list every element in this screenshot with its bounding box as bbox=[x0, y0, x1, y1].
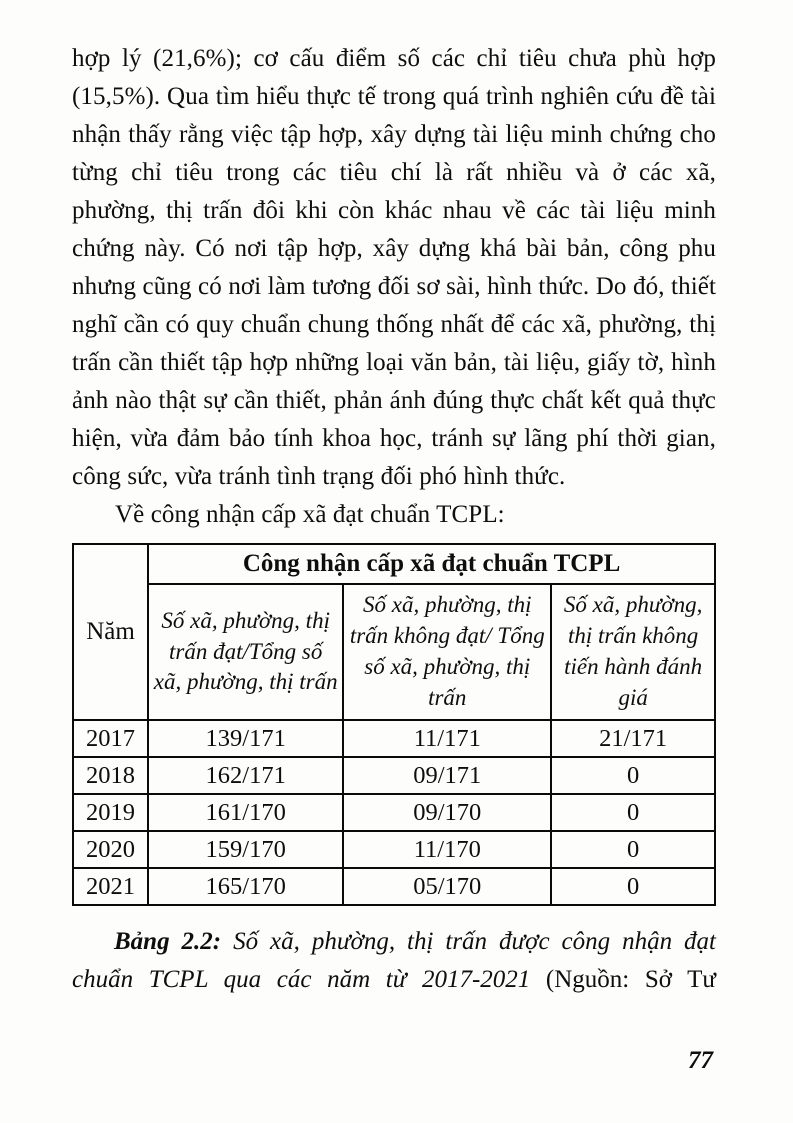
table-caption bbox=[72, 923, 716, 999]
year-cell: 2019 bbox=[73, 794, 148, 831]
khong-dat-cell: 09/171 bbox=[343, 757, 551, 794]
table-header-row-2 bbox=[73, 584, 715, 720]
khong-danh-gia-cell: 0 bbox=[551, 831, 715, 868]
page-number: 77 bbox=[688, 1047, 713, 1074]
khong-danh-gia-cell: 21/171 bbox=[551, 720, 715, 757]
table-subheader-dat: Số xã, phường, thị trấn đạt/Tổng số xã, phường, thị trấn bbox=[148, 584, 343, 720]
khong-dat-cell: 09/170 bbox=[343, 794, 551, 831]
dat-cell: 159/170 bbox=[148, 831, 343, 868]
year-cell: 2020 bbox=[73, 831, 148, 868]
table-row bbox=[73, 868, 715, 905]
year-cell: 2017 bbox=[73, 720, 148, 757]
khong-dat-cell: 11/170 bbox=[343, 831, 551, 868]
khong-dat-cell: 05/170 bbox=[343, 868, 551, 905]
dat-cell: 161/170 bbox=[148, 794, 343, 831]
caption-label: Bảng 2.2: bbox=[114, 928, 222, 955]
caption-source: (Nguồn: Sở Tư bbox=[545, 966, 716, 993]
khong-danh-gia-cell: 0 bbox=[551, 757, 715, 794]
khong-danh-gia-cell: 0 bbox=[551, 868, 715, 905]
paragraph-table-intro: Về công nhận cấp xã đạt chuẩn TCPL: bbox=[115, 501, 505, 528]
table-header-row-1 bbox=[73, 544, 715, 584]
table-row bbox=[73, 757, 715, 794]
year-cell: 2021 bbox=[73, 868, 148, 905]
dat-cell: 139/171 bbox=[148, 720, 343, 757]
khong-danh-gia-cell: 0 bbox=[551, 794, 715, 831]
year-cell: 2018 bbox=[73, 757, 148, 794]
caption-body: Số xã, phường, thị trấn được công nhận đạt chuẩn TCPL qua các năm từ 2017-2021 bbox=[72, 928, 717, 993]
table-subheader-khong-danh-gia: Số xã, phường, thị trấn không tiến hành đánh giá bbox=[551, 584, 715, 720]
table-row bbox=[73, 720, 715, 757]
table-subheader-khong-dat: Số xã, phường, thị trấn không đạt/ Tổng số xã, phường, thị trấn bbox=[343, 584, 551, 720]
table-row bbox=[73, 794, 715, 831]
table-row bbox=[73, 831, 715, 868]
khong-dat-cell: 11/171 bbox=[343, 720, 551, 757]
paragraph-main: hợp lý (21,6%); cơ cấu điểm số các chỉ tiêu chưa phù hợp (15,5%). Qua tìm hiểu thực tế trong quá trình nghiên cứu đề tài nhận thấy rằng việc tập hợp, xây dựng tài liệu minh chứng cho từng chỉ tiêu trong các tiêu chí là rất nhiều và ở các xã, phường, thị trấn đôi khi còn khác nhau về các tài liệu minh chứng này. Có nơi tập hợp, xây dựng khá bài bản, công phu nhưng cũng có nơi làm tương đối sơ sài, hình thức. Do đó, thiết nghĩ cần có quy chuẩn chung thống nhất để các xã, phường, thị trấn cần thiết tập hợp những loại văn bản, tài liệu, giấy tờ, hình ảnh nào thật sự cần thiết, phản ánh đúng thực chất kết quả thực hiện, vừa đảm bảo tính khoa học, tránh sự lãng phí thời gian, công sức, vừa tránh tình trạng đối phó hình thức. bbox=[72, 45, 716, 490]
table-header-span: Công nhận cấp xã đạt chuẩn TCPL bbox=[148, 544, 715, 584]
table-header-year: Năm bbox=[73, 544, 148, 720]
dat-cell: 165/170 bbox=[148, 868, 343, 905]
dat-cell: 162/171 bbox=[148, 757, 343, 794]
tcpl-recognition-table bbox=[72, 543, 716, 906]
